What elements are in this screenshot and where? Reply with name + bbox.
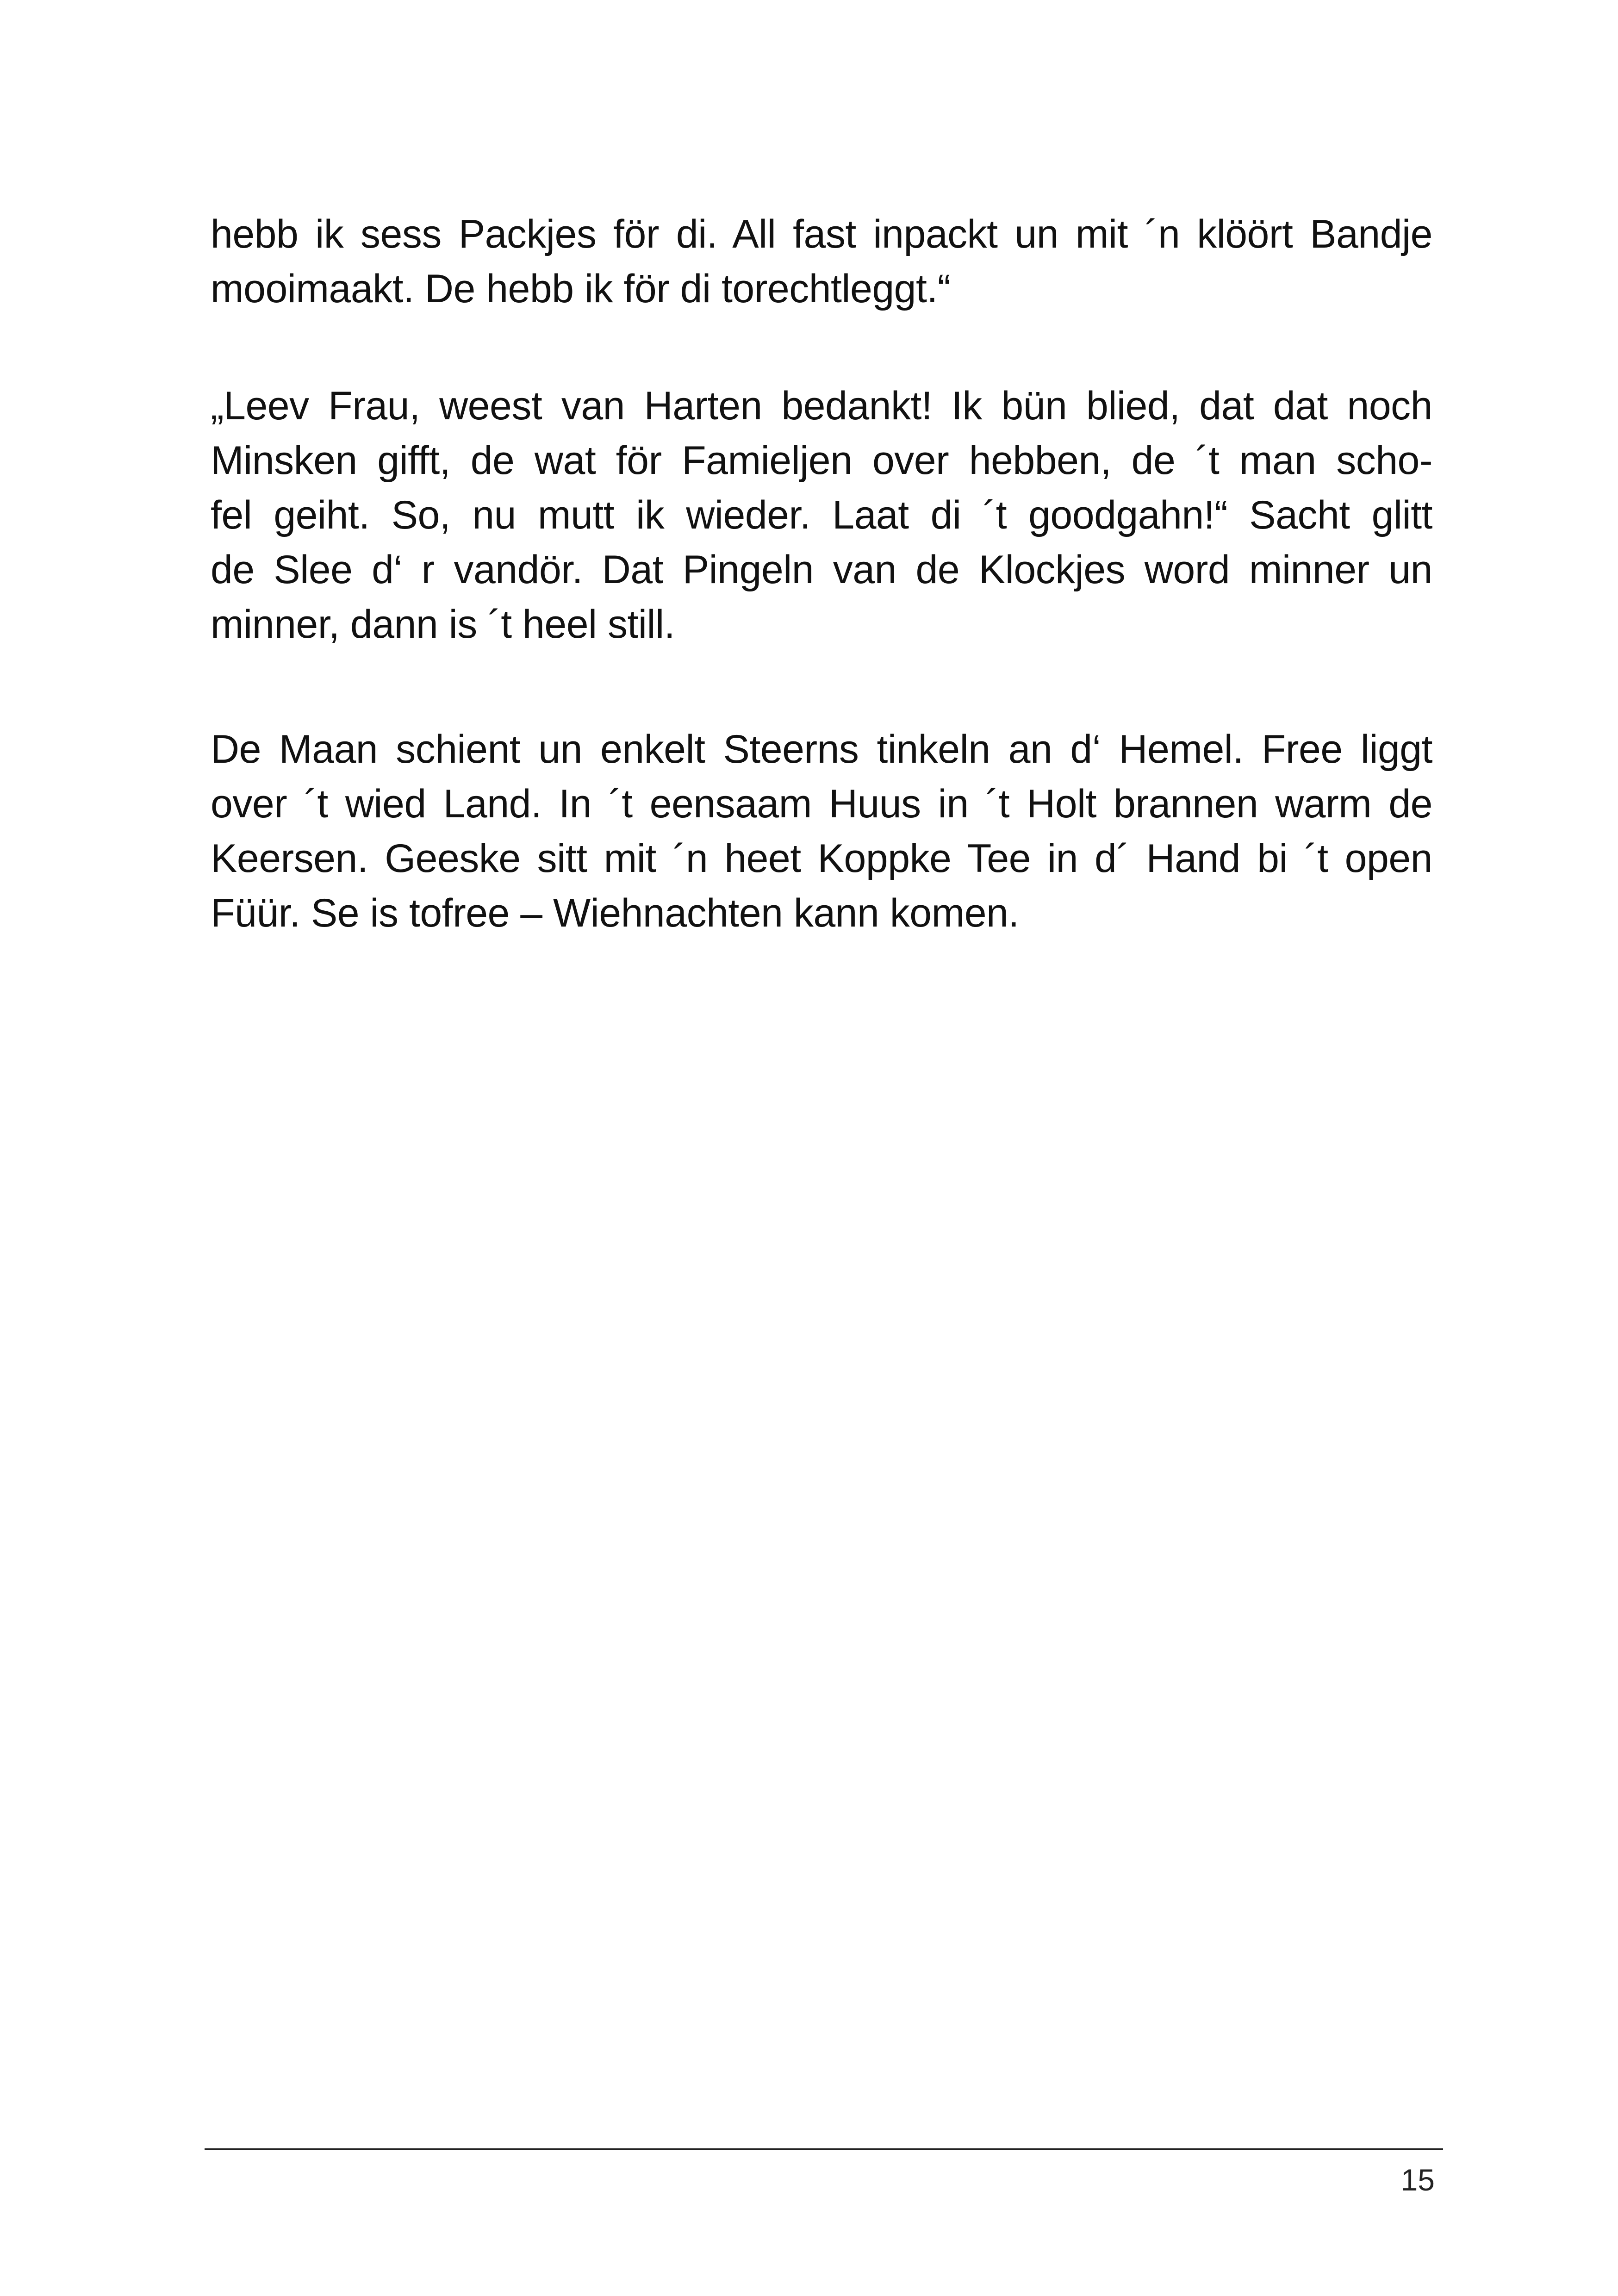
paragraph-line: fel geiht. So, nu mutt ik wieder. Laat di ´t goodgahn!“ Sacht glitt: [211, 493, 1432, 537]
paragraph-line: Füür. Se is tofree – Wiehnachten kann komen.: [211, 891, 1019, 935]
paragraph-1: [211, 207, 1432, 316]
footer-divider: [205, 2148, 1443, 2150]
paragraph-line: hebb ik sess Packjes för di. All fast inpackt un mit ´n klöört Bandje: [211, 212, 1432, 256]
paragraph-line: mooimaakt. De hebb ik för di torechtleggt.“: [211, 267, 951, 311]
paragraph-line: De Maan schient un enkelt Steerns tinkeln an d‘ Hemel. Free liggt: [211, 727, 1432, 772]
paragraph-line: Keersen. Geeske sitt mit ´n heet Koppke Tee in d´ Hand bi ´t open: [211, 836, 1432, 881]
paragraph-2: [211, 379, 1432, 652]
page-number: 15: [1400, 2163, 1435, 2197]
paragraph-line: minner, dann is ´t heel still.: [211, 602, 675, 647]
paragraph-line: over ´t wied Land. In ´t eensaam Huus in ´t Holt brannen warm de: [211, 782, 1432, 826]
paragraph-line: „Leev Frau, weest van Harten bedankt! Ik bün blied, dat dat noch: [211, 384, 1432, 428]
paragraph-3: [211, 722, 1432, 940]
paragraph-line: de Slee d‘ r vandör. Dat Pingeln van de Klockjes word minner un: [211, 548, 1432, 592]
paragraph-line: Minsken gifft, de wat för Famieljen over hebben, de ´t man scho-: [211, 438, 1432, 483]
